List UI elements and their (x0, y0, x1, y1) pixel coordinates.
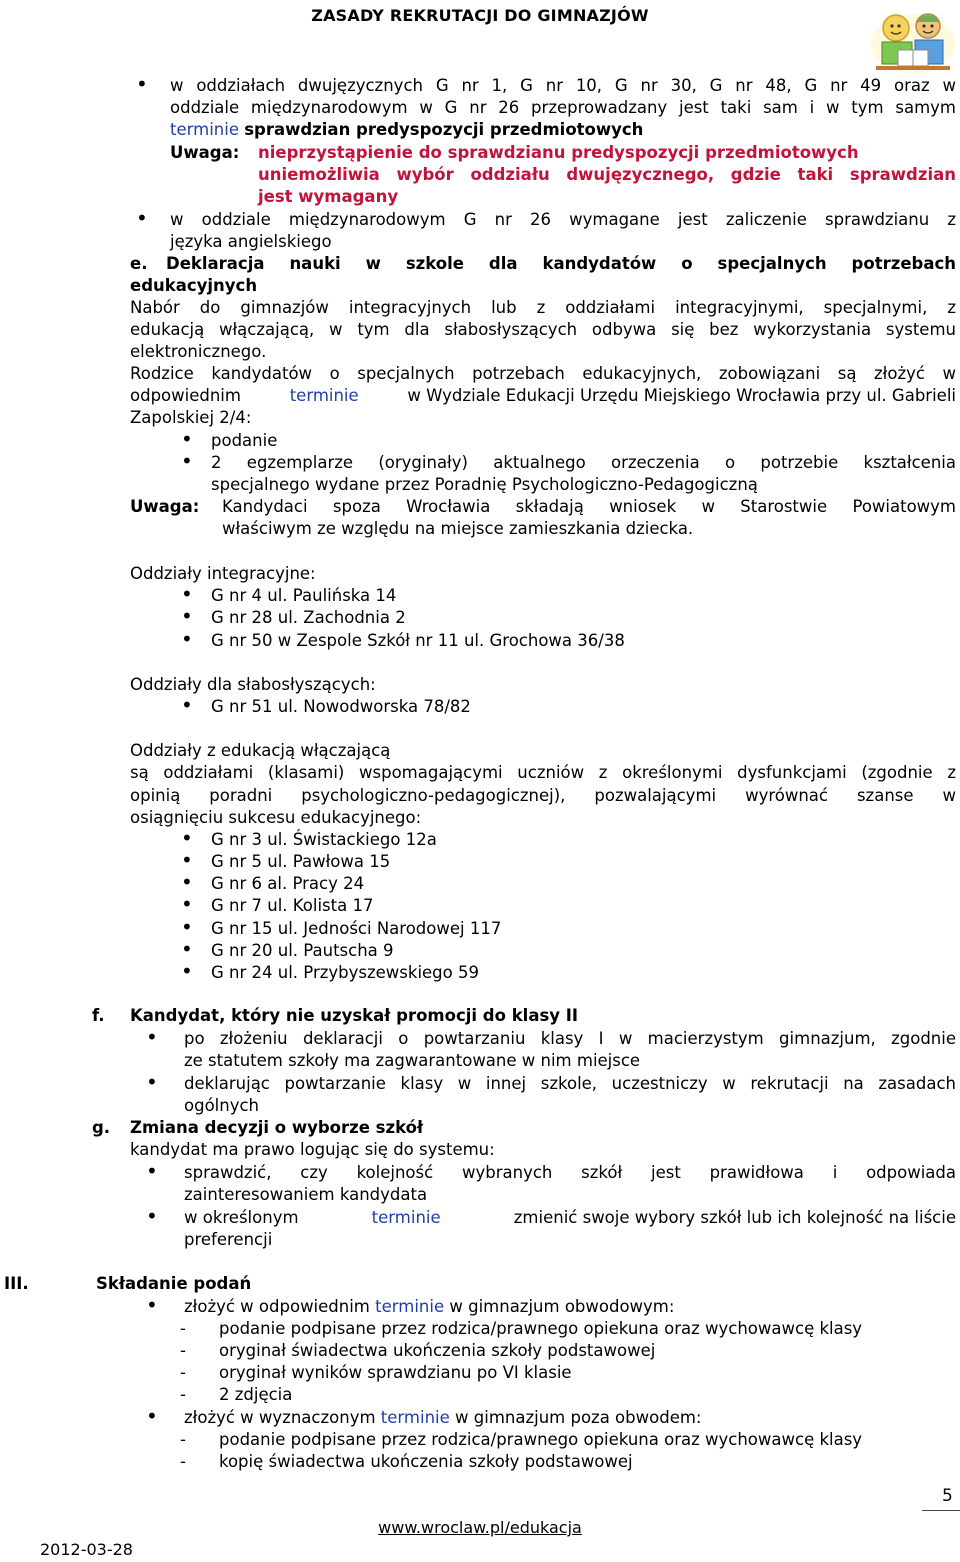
bullet-icon: • (181, 915, 193, 939)
footer-date: 2012-03-28 (40, 1540, 133, 1559)
section-letter: f. (92, 1006, 105, 1025)
list-item: po złożeniu deklaracji o powtarzaniu klasy I w macierzystym gimnazjum, zgodnie (184, 1029, 956, 1048)
children-reading-logo (868, 4, 958, 76)
note-text: właściwym ze względu na miejsce zamieszkania dziecka. (222, 519, 694, 538)
term-word: terminie (289, 386, 359, 405)
bullet-icon: • (146, 1025, 158, 1049)
bullet-icon: • (181, 892, 193, 916)
list-item: G nr 5 ul. Pawłowa 15 (211, 852, 391, 871)
footer-divider (922, 1510, 960, 1511)
list-item: oryginał świadectwa ukończenia szkoły podstawowej (219, 1341, 656, 1360)
bullet-icon: • (181, 627, 193, 651)
dash-icon: - (180, 1430, 186, 1449)
paragraph-line: są oddziałami (klasami) wspomagającymi uczniów z określonymi dysfunkcjami (zgodnie z (130, 763, 956, 782)
note-text: jest wymagany (258, 187, 399, 206)
list-item: preferencji (184, 1230, 273, 1249)
list-item: G nr 51 ul. Nowodworska 78/82 (211, 697, 471, 716)
bullet-icon: • (181, 959, 193, 983)
term-word: terminie (170, 120, 239, 139)
dash-icon: - (180, 1341, 186, 1360)
section-title: Deklaracja nauki w szkole dla kandydatów o specjalnych potrzebach (166, 254, 956, 273)
list-item: G nr 24 ul. Przybyszewskiego 59 (211, 963, 479, 982)
paragraph-line: osiągnięciu sukcesu edukacyjnego: (130, 808, 422, 827)
list-item: G nr 7 ul. Kolista 17 (211, 896, 374, 915)
bullet-icon: • (146, 1293, 158, 1317)
term-word: terminie (371, 1208, 441, 1227)
page-header: ZASADY REKRUTACJI DO GIMNAZJÓW (311, 6, 649, 25)
dash-icon: - (180, 1452, 186, 1471)
note-label: Uwaga: (170, 143, 240, 162)
bullet-icon: • (181, 693, 193, 717)
bullet-icon: • (181, 449, 193, 473)
bullet-icon: • (136, 72, 148, 96)
list-item: ze statutem szkoły ma zagwarantowane w nim miejsce (184, 1051, 641, 1070)
bullet-icon: • (181, 937, 193, 961)
section-title: Kandydat, który nie uzyskał promocji do klasy II (130, 1006, 579, 1025)
bullet-icon: • (146, 1070, 158, 1094)
list-item: G nr 15 ul. Jedności Narodowej 117 (211, 919, 502, 938)
bullet-icon: • (181, 870, 193, 894)
section-letter: g. (92, 1118, 111, 1137)
paragraph-line: kandydat ma prawo logując się do systemu: (130, 1140, 495, 1159)
list-item: G nr 28 ul. Zachodnia 2 (211, 608, 406, 627)
dash-icon: - (180, 1385, 186, 1404)
list-item: zainteresowaniem kandydata (184, 1185, 428, 1204)
bullet-icon: • (181, 826, 193, 850)
note-text: Kandydaci spoza Wrocławia składają wniosek w Starostwie Powiatowym (222, 497, 956, 516)
dash-icon: - (180, 1363, 186, 1382)
paragraph-line: edukacją włączającą, w tym dla słabosłyszących odbywa się bez wykorzystania systemu (130, 320, 956, 339)
list-item: specjalnego wydane przez Poradnię Psychologiczno-Pedagogiczną (211, 475, 758, 494)
text-line: w oddziałach dwujęzycznych G nr 1, G nr 10, G nr 30, G nr 48, G nr 49 oraz w (170, 76, 956, 95)
bullet-icon: • (181, 427, 193, 451)
list-item: G nr 3 ul. Świstackiego 12a (211, 830, 437, 849)
list-text: złożyć w odpowiednim (184, 1297, 370, 1316)
paragraph-line: opinią poradni psychologiczno-pedagogicznej), pozwalającymi wyrównać szanse w (130, 786, 956, 805)
list-item: kopię świadectwa ukończenia szkoły podstawowej (219, 1452, 633, 1471)
section-letter: e. (130, 254, 148, 273)
subheading: Oddziały z edukacją włączającą (130, 741, 391, 760)
bullet-icon: • (181, 848, 193, 872)
page-number: 5 (942, 1486, 953, 1506)
list-item: G nr 6 al. Pracy 24 (211, 874, 365, 893)
section-number: III. (4, 1274, 29, 1293)
list-item: oryginał wyników sprawdzianu po VI klasie (219, 1363, 572, 1382)
note-label: Uwaga: (130, 497, 200, 516)
bullet-icon: • (136, 206, 148, 230)
note-text: uniemożliwia wybór oddziału dwujęzycznego, gdzie taki sprawdzian (258, 165, 956, 184)
text-line: w oddziale międzynarodowym G nr 26 wymagane jest zaliczenie sprawdzianu z (170, 210, 956, 229)
section-title: Zmiana decyzji o wyborze szkół (130, 1118, 424, 1137)
text-line: języka angielskiego (170, 232, 332, 251)
note-text: nieprzystąpienie do sprawdzianu predyspozycji przedmiotowych (258, 143, 859, 162)
bullet-icon: • (146, 1404, 158, 1428)
list-text: w gimnazjum obwodowym: (449, 1297, 675, 1316)
subheading: Oddziały dla słabosłyszących: (130, 675, 376, 694)
list-item: 2 zdjęcia (219, 1385, 293, 1404)
term-word: terminie (375, 1297, 445, 1316)
list-item: 2 egzemplarze (oryginały) aktualnego orzeczenia o potrzebie kształcenia (211, 453, 956, 472)
section-title: Składanie podań (96, 1274, 252, 1293)
list-text: zmienić swoje wybory szkół lub ich kolejność na liście (513, 1208, 956, 1227)
list-item: G nr 4 ul. Paulińska 14 (211, 586, 397, 605)
dash-icon: - (180, 1319, 186, 1338)
section-title: edukacyjnych (130, 276, 258, 295)
bullet-icon: • (146, 1159, 158, 1183)
emphasis-text: sprawdzian predyspozycji przedmiotowych (244, 120, 644, 139)
list-item: podanie podpisane przez rodzica/prawnego opiekuna oraz wychowawcę klasy (219, 1319, 863, 1338)
paragraph-line: Rodzice kandydatów o specjalnych potrzebach edukacyjnych, zobowiązani są złożyć w (130, 364, 956, 383)
list-item: G nr 20 ul. Pautscha 9 (211, 941, 394, 960)
list-text: złożyć w wyznaczonym (184, 1408, 376, 1427)
paragraph-line: Nabór do gimnazjów integracyjnych lub z oddziałami integracyjnymi, specjalnymi, z (130, 298, 956, 317)
list-text: w gimnazjum poza obwodem: (455, 1408, 702, 1427)
paragraph-line: elektronicznego. (130, 342, 267, 361)
list-text: w określonym (184, 1208, 299, 1227)
term-word: terminie (380, 1408, 450, 1427)
list-item: podanie podpisane przez rodzica/prawnego opiekuna oraz wychowawcę klasy (219, 1430, 863, 1449)
text-line: oddziale międzynarodowym w G nr 26 przeprowadzany jest taki sam i w tym samym (170, 98, 956, 117)
list-item: deklarując powtarzanie klasy w innej szkole, uczestniczy w rekrutacji na zasadach (184, 1074, 956, 1093)
list-item: G nr 50 w Zespole Szkół nr 11 ul. Grochowa 36/38 (211, 631, 625, 650)
list-item: podanie (211, 431, 278, 450)
list-item: ogólnych (184, 1096, 259, 1115)
bullet-icon: • (146, 1204, 158, 1228)
paragraph-line: Zapolskiej 2/4: (130, 408, 252, 427)
bullet-icon: • (181, 582, 193, 606)
bullet-icon: • (181, 604, 193, 628)
paragraph-text: odpowiednim (130, 386, 241, 405)
subheading: Oddziały integracyjne: (130, 564, 316, 583)
list-item: sprawdzić, czy kolejność wybranych szkół jest prawidłowa i odpowiada (184, 1163, 956, 1182)
footer-link[interactable]: www.wroclaw.pl/edukacja (378, 1518, 582, 1537)
paragraph-text: w Wydziale Edukacji Urzędu Miejskiego Wrocławia przy ul. Gabrieli (407, 386, 956, 405)
